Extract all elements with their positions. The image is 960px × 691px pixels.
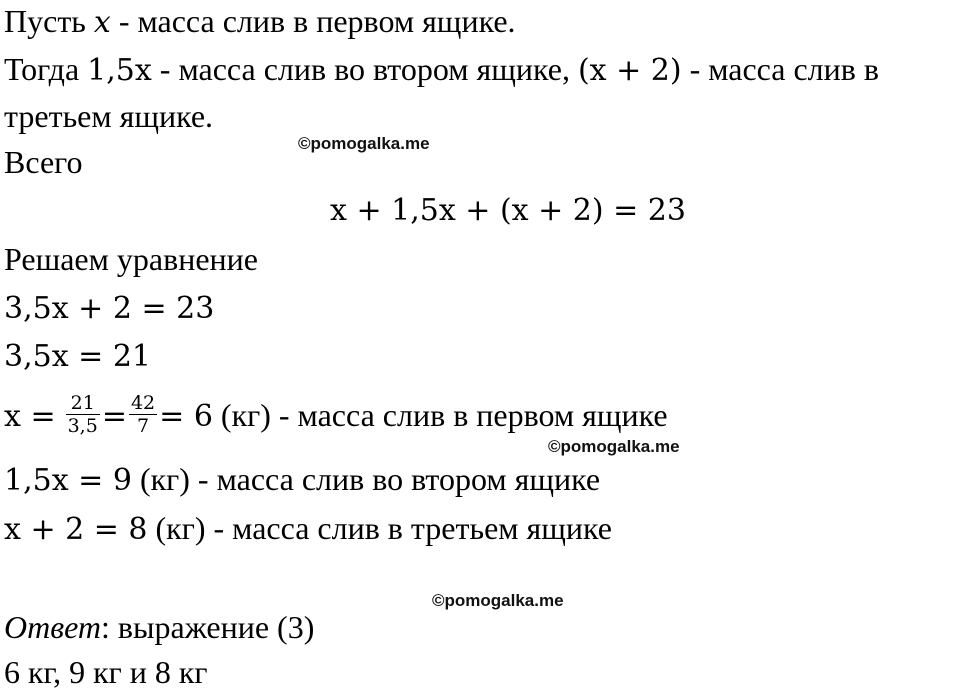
text: Тогда [4,51,88,87]
line-let-x [4,2,516,42]
watermark: ©pomogalka.me [432,591,564,610]
math-expr: = 6 [159,399,213,434]
text: - масса слив в [681,51,879,87]
equation-step-5 [4,509,612,549]
text: (кг) - масса слив в первом ящике [212,397,668,433]
fraction-21-3-5: $\frac{21}{3,5}$ [67,392,98,438]
answer-label: Ответ [4,609,101,645]
math-expr: 1,5x [87,53,152,88]
answer-values: 6 кг, 9 кг и 8 кг [4,654,208,690]
text: (кг) - масса слив во втором ящике [131,461,601,497]
main-equation: x + 1,5x + (x + 2) = 23 [330,193,686,228]
math-expr: (x + 2) [577,53,682,88]
text: - масса слив в первом ящике. [110,3,516,39]
math-expr: x = [4,399,56,434]
math-expr: 1,5x = 9 [4,463,132,498]
line-then [4,50,879,90]
text: - масса слив во втором ящике, [151,51,578,87]
watermark: ©pomogalka.me [548,437,680,456]
text: Пусть [4,3,94,39]
fraction-42-7: $\frac{42}{7}$ [130,392,156,438]
watermark: ©pomogalka.me [298,134,430,153]
answer-text: : выражение (3) [101,609,315,645]
equation-step-2: 3,5x = 21 [4,339,152,374]
answer-line [4,608,314,646]
equation-step-3 [4,392,668,441]
line-solve: Решаем уравнение [4,241,258,277]
equation-step-4 [4,460,600,500]
line-total: Всего [4,144,83,180]
text: (кг) - масса слив в третьем ящике [147,510,612,546]
equation-step-1: 3,5x + 2 = 23 [4,291,215,326]
math-x: x [93,5,111,40]
math-expr: x + 2 = 8 [4,512,148,547]
math-expr: = [101,399,127,434]
line-third-box: третьем ящике. [4,98,214,134]
